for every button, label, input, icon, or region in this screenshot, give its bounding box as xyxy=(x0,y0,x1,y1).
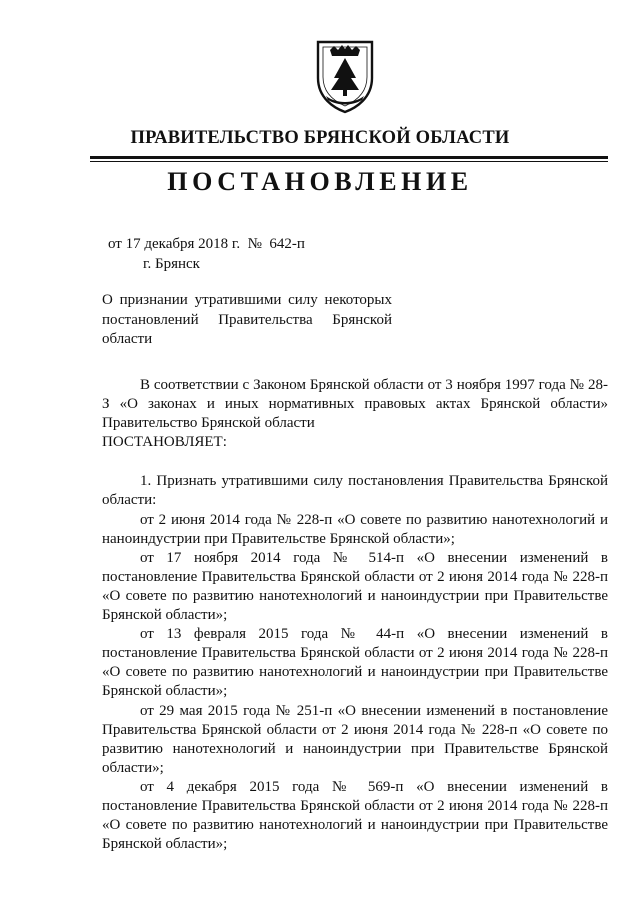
bryansk-coat-of-arms-icon xyxy=(312,38,378,114)
repealed-act-item: от 2 июня 2014 года № 228-п «О совете по развитию нанотехнологий и наноиндустрии при Правительстве Брянской области»; xyxy=(102,511,608,547)
item-1-intro: 1. Признать утратившими силу постановления Правительства Брянской области: xyxy=(102,473,608,509)
decree-body xyxy=(102,376,608,854)
header-rule-thick xyxy=(90,156,608,159)
repealed-act-item: от 17 ноября 2014 года № 514-п «О внесении изменений в постановление Правительства Брянской области от 2 июня 2014 года № 228-п «О совете по развитию нанотехнологий и наноиндустрии при Правительстве Брянской области»; xyxy=(102,549,608,624)
decree-word: ПОСТАНОВЛЯЕТ: xyxy=(102,434,227,451)
repealed-act-item: от 29 мая 2015 года № 251-п «О внесении изменений в постановление Правительства Брянской области от 2 июня 2014 года № 228-п «О совете по развитию нанотехнологий и наноиндустрии при Правительстве Брянской области»; xyxy=(102,702,608,776)
organization-title: ПРАВИТЕЛЬСТВО БРЯНСКОЙ ОБЛАСТИ xyxy=(130,128,510,148)
document-type-title: ПОСТАНОВЛЕНИЕ xyxy=(167,167,473,196)
paragraph-gap xyxy=(102,452,608,472)
repealed-act-item: от 4 декабря 2015 года № 569-п «О внесении изменений в постановление Правительства Брянской области от 2 июня 2014 года № 228-п «О совете по развитию нанотехнологий и наноиндустрии при Правительстве Брянской области»; xyxy=(102,778,608,853)
subject-line: области xyxy=(102,331,153,347)
decree-subject xyxy=(102,291,392,350)
decree-city: г. Брянск xyxy=(143,256,200,272)
subject-line: О признании утратившими силу некоторых xyxy=(102,292,392,308)
decree-date-number: от 17 декабря 2018 г. № 642-п xyxy=(108,236,305,252)
preamble-paragraph: В соответствии с Законом Брянской области от 3 ноября 1997 года № 28-З «О законах и иных нормативных правовых актах Брянской области» Правительство Брянской области xyxy=(102,377,608,432)
repealed-act-item: от 13 февраля 2015 года № 44-п «О внесении изменений в постановление Правительства Брянской области от 2 июня 2014 года № 228-п «О совете по развитию нанотехнологий и наноиндустрии при Правительстве Брянской области»; xyxy=(102,626,608,700)
subject-line: постановлений Правительства Брянской xyxy=(102,311,392,328)
header-rule-thin xyxy=(90,161,608,162)
